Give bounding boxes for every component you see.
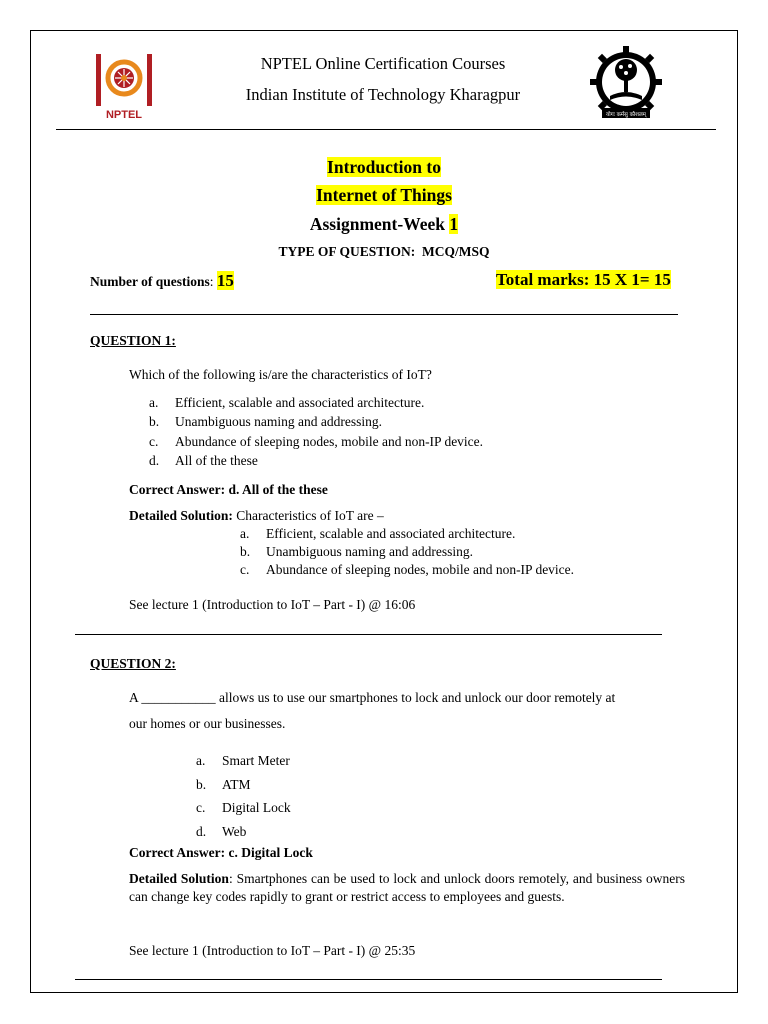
q1-solution-text: Characteristics of IoT are – (232, 508, 384, 523)
option-letter: b. (196, 776, 207, 792)
question-2-options (196, 749, 291, 843)
q2-option-d (196, 820, 291, 844)
q2-solution-label: Detailed Solution (129, 871, 229, 886)
item-letter: a. (240, 526, 250, 541)
item-text: Efficient, scalable and associated architecture. (266, 526, 516, 541)
option-text: Digital Lock (222, 800, 291, 815)
question-2-answer: Correct Answer: c. Digital Lock (129, 845, 313, 860)
option-letter: d. (149, 452, 160, 468)
course-title-line-1-text: Introduction to (327, 157, 441, 177)
q1-option-b (149, 412, 483, 431)
course-title-line-2 (0, 185, 768, 206)
question-1-solution (129, 508, 384, 524)
nptel-logo-text: NPTEL (105, 109, 143, 121)
total-marks (496, 270, 671, 290)
total-marks-text: Total marks: 15 X 1= 15 (496, 270, 671, 289)
option-text: All of the these (175, 452, 258, 468)
header-line-2: Indian Institute of Technology Kharagpur (245, 85, 521, 104)
assignment-prefix: Assignment-Week (309, 214, 450, 234)
question-type: TYPE OF QUESTION: MCQ/MSQ (278, 244, 490, 259)
question-2-text-line-1: A ___________ allows us to use our smartphones to lock and unlock our door remotely at (129, 690, 616, 705)
question-2-reference: See lecture 1 (Introduction to IoT – Part - I) @ 25:35 (129, 943, 416, 958)
assignment-title (0, 214, 768, 235)
header-divider (56, 129, 716, 130)
num-questions-sep: : (209, 274, 217, 289)
option-letter: c. (196, 800, 206, 815)
num-questions-label: Number of questions (90, 274, 210, 289)
item-text: Abundance of sleeping nodes, mobile and non-IP device. (266, 562, 575, 577)
q1-solution-item-c (240, 561, 574, 579)
option-text: Efficient, scalable and associated architecture. (175, 395, 425, 410)
iit-kharagpur-logo (590, 46, 662, 122)
option-text: ATM (222, 776, 251, 792)
question-1-divider (75, 634, 662, 635)
q1-solution-label: Detailed Solution: (129, 508, 233, 523)
nptel-logo (90, 50, 158, 122)
q2-option-b (196, 773, 291, 797)
option-letter: c. (149, 433, 159, 449)
q2-option-c (196, 796, 291, 820)
q1-option-c (149, 432, 483, 451)
q2-option-a (196, 749, 291, 773)
q1-option-a (149, 393, 483, 412)
question-2-divider (75, 979, 662, 980)
header-line-1: NPTEL Online Certification Courses (260, 54, 506, 73)
q1-option-d (149, 451, 483, 470)
option-text: Abundance of sleeping nodes, mobile and non-IP device. (175, 433, 484, 449)
option-letter: a. (196, 753, 206, 768)
item-letter: b. (240, 544, 251, 559)
iit-motto-text: योगः कर्मसु कौशलम् (606, 112, 646, 118)
meta-divider (90, 314, 678, 315)
option-text: Unambiguous naming and addressing. (175, 414, 382, 430)
option-letter: a. (149, 395, 159, 410)
q2-solution-text: : Smartphones can be used to lock and unlock doors remotely, and business owners can change key codes rapidly to grant or restrict access to employees and guests. (129, 871, 685, 904)
question-1-answer: Correct Answer: d. All of the these (129, 482, 328, 497)
option-letter: b. (149, 414, 160, 430)
question-1-options (149, 393, 483, 470)
course-title-line-2-text: Internet of Things (316, 185, 452, 205)
question-1-title: QUESTION 1: (90, 333, 176, 348)
option-letter: d. (196, 823, 207, 839)
option-text: Web (222, 823, 247, 839)
item-text: Unambiguous naming and addressing. (266, 544, 473, 559)
q1-solution-item-b (240, 543, 574, 561)
course-title-line-1 (0, 157, 768, 178)
question-2-title: QUESTION 2: (90, 656, 176, 671)
question-2-text-line-2: our homes or our businesses. (129, 716, 286, 731)
question-2-solution (129, 870, 685, 906)
q1-solution-item-a (240, 525, 574, 543)
option-text: Smart Meter (222, 753, 290, 768)
assignment-number: 1 (449, 214, 459, 234)
number-of-questions (90, 271, 234, 291)
question-1-reference: See lecture 1 (Introduction to IoT – Part - I) @ 16:06 (129, 597, 416, 612)
num-questions-value: 15 (216, 271, 234, 290)
item-letter: c. (240, 562, 250, 577)
question-1-solution-items (240, 525, 574, 579)
question-1-text: Which of the following is/are the characteristics of IoT? (129, 367, 432, 382)
